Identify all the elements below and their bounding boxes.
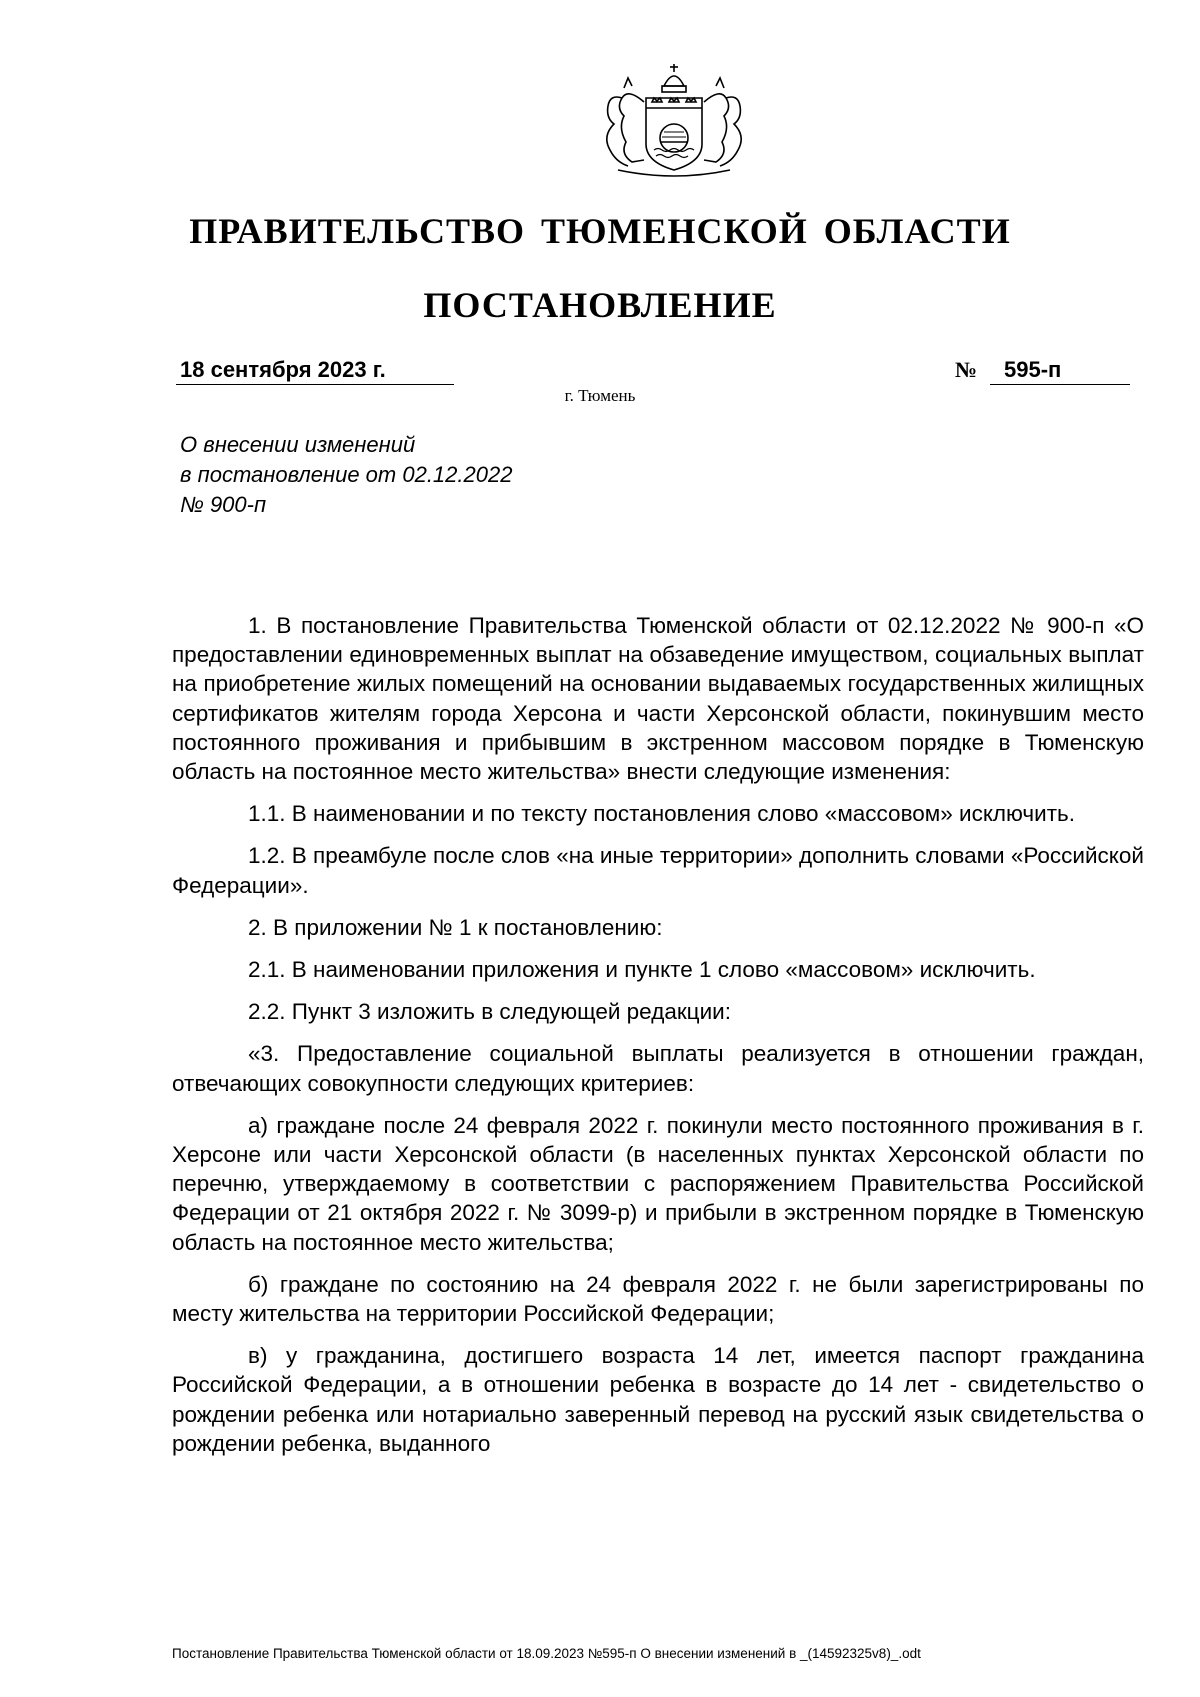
paragraph: 2.1. В наименовании приложения и пункте 1 слово «массовом» исключить.	[248, 957, 1036, 983]
subject-line: в постановление от 02.12.2022	[180, 462, 513, 487]
document-kind: ПОСТАНОВЛЕНИЕ	[423, 285, 777, 325]
number-label: №	[955, 357, 978, 382]
page-footer: Постановление Правительства Тюменской области от 18.09.2023 №595-п О внесении изменений в _(14592325v8)_.odt	[172, 1646, 921, 1661]
paragraph: «3. Предоставление социальной выплаты реализуется в отношении граждан, отвечающих совокупности следующих критериев:	[172, 1041, 1144, 1096]
document-body	[172, 611, 1144, 1458]
document-number: 595-п	[990, 356, 1130, 385]
document-date: 18 сентября 2023 г.	[176, 356, 454, 385]
subject-line: № 900-п	[180, 492, 267, 517]
paragraph: 1.2. В преамбуле после слов «на иные территории» дополнить словами «Российской Федерации».	[172, 843, 1144, 898]
coat-of-arms-icon	[588, 58, 760, 178]
document-subject	[180, 430, 512, 520]
city: г. Тюмень	[564, 386, 636, 405]
government-title: ПРАВИТЕЛЬСТВО ТЮМЕНСКОЙ ОБЛАСТИ	[189, 211, 1011, 251]
subject-line: О внесении изменений	[180, 432, 416, 457]
paragraph: в) у гражданина, достигшего возраста 14 лет, имеется паспорт гражданина Российской Федерации, а в отношении ребенка в возрасте до 14 лет - свидетельство о рождении ребенка или нотариально заверенный перевод на русский язык свидетельства о рождении ребенка, выданного	[172, 1343, 1144, 1456]
paragraph: а) граждане после 24 февраля 2022 г. покинули место постоянного проживания в г. Херсоне или части Херсонской области (в населенных пунктах Херсонской области по перечню, утверждаемому в соответствии с распоряжением Правительства Российской Федерации от 21 октября 2022 г. № 3099-р) и прибыли в экстренном порядке в Тюменскую область на постоянное место жительства;	[172, 1112, 1144, 1255]
paragraph: б) граждане по состоянию на 24 февраля 2022 г. не были зарегистрированы по месту жительства на территории Российской Федерации;	[172, 1271, 1144, 1327]
paragraph: 1. В постановление Правительства Тюменской области от 02.12.2022 № 900-п «О предоставлении единовременных выплат на обзаведение имуществом, социальных выплат на приобретение жилых помещений на основании выдаваемых государственных жилищных сертификатов жителям города Херсона и части Херсонской области, покинувшим место постоянного проживания и прибывшим в экстренном массовом порядке в Тюменскую область на постоянное место жительства» внести следующие изменения:	[172, 613, 1144, 785]
paragraph: 2.2. Пункт 3 изложить в следующей редакции:	[248, 999, 731, 1025]
paragraph: 1.1. В наименовании и по тексту постановления слово «массовом» исключить.	[248, 801, 1076, 827]
paragraph: 2. В приложении № 1 к постановлению:	[248, 914, 663, 940]
